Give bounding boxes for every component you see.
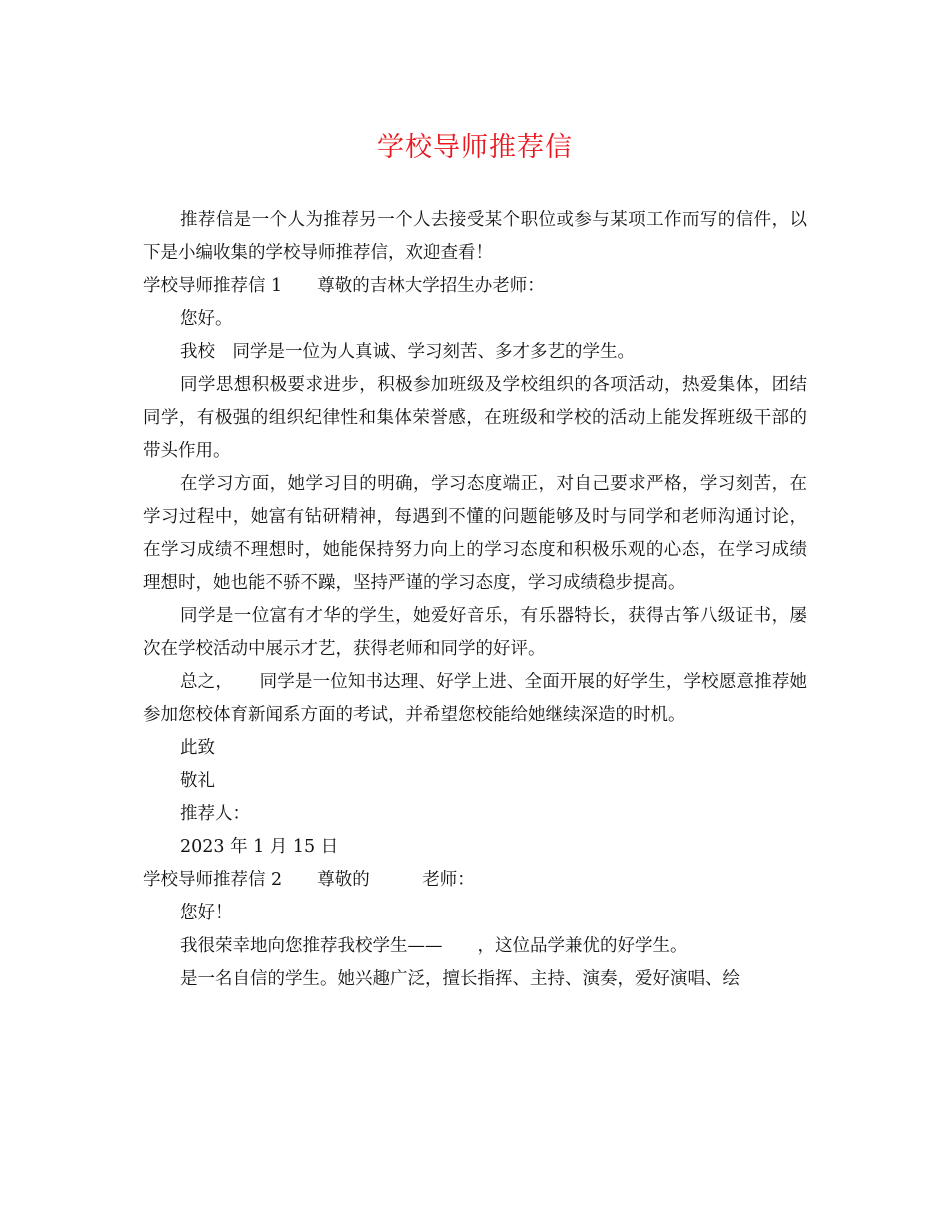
letter-2-heading: 学校导师推荐信 2 尊敬的 老师：	[143, 870, 475, 890]
letter-1-signature: 推荐人：	[180, 804, 250, 824]
letter-2-greeting: 您好！	[180, 903, 233, 923]
letter-1-paragraph: 同学思想积极要求进步，积极参加班级及学校组织的各项活动，热爱集体，团结同学，有极强的组织纪律性和集体荣誉感，在班级和学校的活动上能发挥班级干部的带头作用。	[143, 375, 807, 461]
intro-paragraph: 推荐信是一个人为推荐另一个人去接受某个职位或参与某项工作而写的信件，以下是小编收集的学校导师推荐信，欢迎查看！	[143, 210, 807, 263]
letter-1-date: 2023 年 1 月 15 日	[180, 837, 339, 857]
letter-1-paragraph: 总之， 同学是一位知书达理、好学上进、全面开展的好学生，学校愿意推荐她参加您校体育新闻系方面的考试，并希望您校能给她继续深造的时机。	[143, 672, 807, 725]
letter-1-paragraph: 同学是一位富有才华的学生，她爱好音乐，有乐器特长，获得古筝八级证书，屡次在学校活动中展示才艺，获得老师和同学的好评。	[143, 606, 807, 659]
letter-1-paragraph: 我校 同学是一位为人真诚、学习刻苦、多才多艺的学生。	[180, 342, 635, 362]
document-body	[143, 204, 807, 996]
letter-2-paragraph: 我很荣幸地向您推荐我校学生—— ，这位品学兼优的好学生。	[180, 936, 688, 956]
letter-1-greeting: 您好。	[180, 309, 233, 329]
document-title: 学校导师推荐信	[377, 132, 573, 163]
letter-1-paragraph: 在学习方面，她学习目的明确，学习态度端正，对自己要求严格，学习刻苦，在学习过程中，她富有钻研精神，每遇到不懂的问题能够及时与同学和老师沟通讨论，在学习成绩不理想时，她能保持努力向上的学习态度和积极乐观的心态，在学习成绩理想时，她也能不骄不躁，坚持严谨的学习态度，学习成绩稳步提高。	[143, 474, 807, 593]
letter-1-heading: 学校导师推荐信 1 尊敬的吉林大学招生办老师：	[143, 276, 545, 296]
letter-1-closing: 此致	[180, 738, 215, 758]
letter-2-paragraph: 是一名自信的学生。她兴趣广泛，擅长指挥、主持、演奏，爱好演唱、绘	[180, 969, 740, 989]
letter-1-salute: 敬礼	[180, 771, 215, 791]
